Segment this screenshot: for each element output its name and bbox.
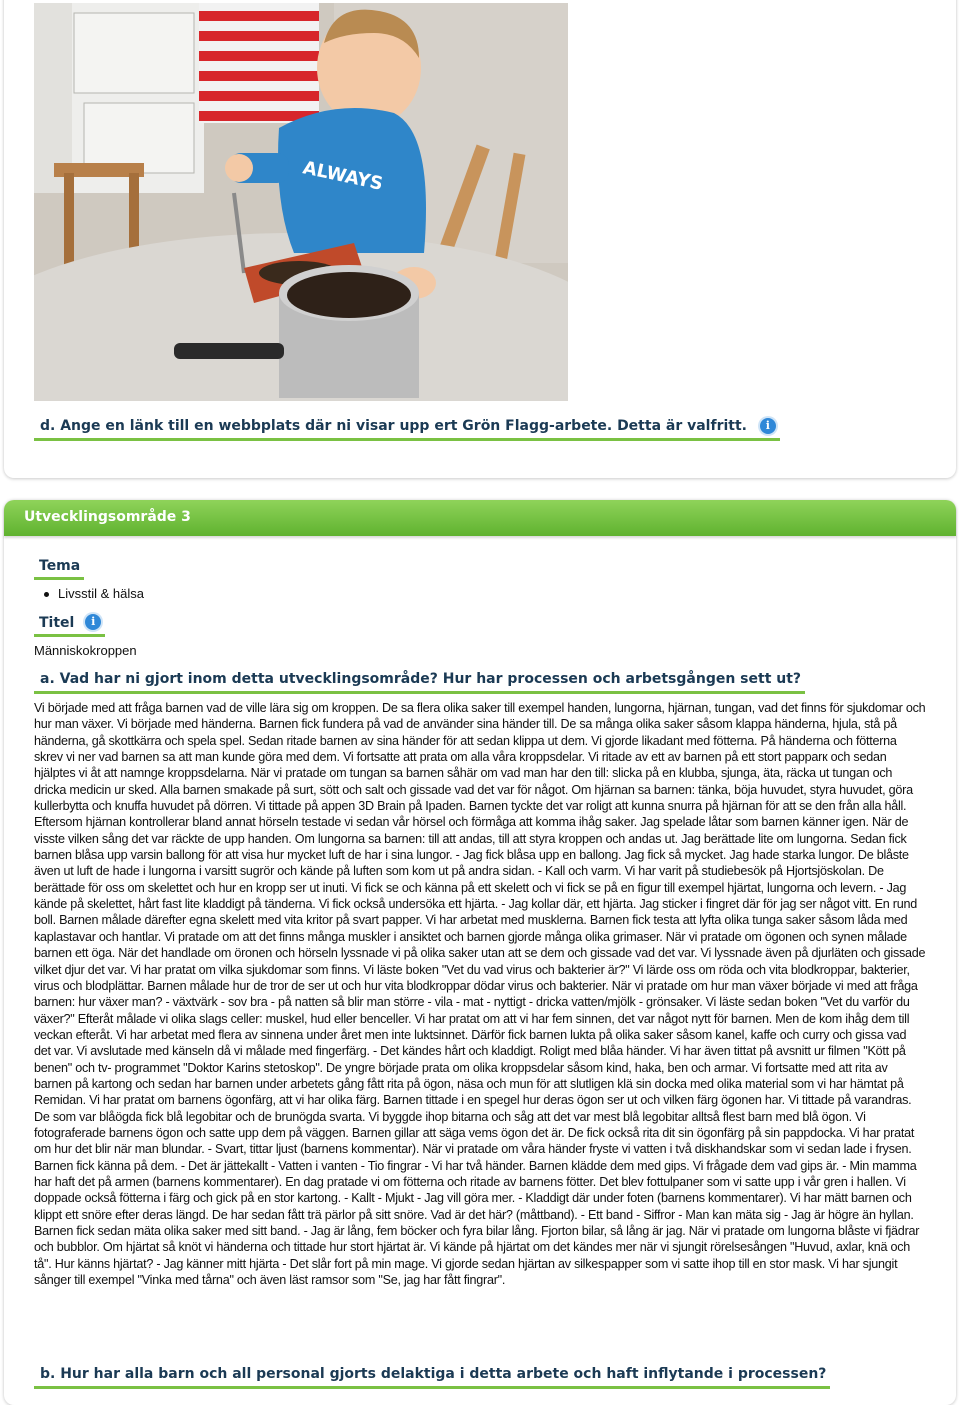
child-with-soil-photo: [34, 3, 568, 401]
titel-value: Människokroppen: [34, 643, 137, 658]
question-b: b. Hur har alla barn och all personal gjorts delaktiga i detta arbete och haft inflytande i processen?: [34, 1366, 830, 1389]
question-d-text: d. Ange en länk till en webbplats där ni visar upp ert Grön Flagg-arbete. Detta är valfritt.: [40, 418, 747, 434]
svg-text:ALWAYS: ALWAYS: [300, 157, 385, 195]
tema-heading: Tema: [34, 558, 84, 580]
titel-heading-text: Titel: [39, 615, 75, 631]
titel-heading: [34, 615, 105, 637]
tema-item: Livsstil & hälsa: [44, 586, 144, 601]
answer-a-text: Vi började med att fråga barnen vad de ville lära sig om kroppen. De sa flera olika saker till exempel handen, lungorna, hjärnan, tungan, vad det finns för sjukdomar och hur man växer. Vi började med händerna. Barnen fick fundera på vad de använder sina händer till. De sa många olika saker såsom klappa händerna, hjula, stå på händerna, gå skottkärra och spela spel. Sedan ritade barnen av sina händer för att sedan klippa ut dem. Vi gjorde likadant med fötterna. På händerna och fötterna skrev vi ner vad barnen sa att man kunde göra med dem. Vi fortsatte att prata om alla våra kroppsdelar. Vi ritade av ett av barnen på ett stort papparк och sedan hjälptes vi åt att namnge kroppsdelarna. När vi pratade om tungan sa barnen såhär om vad man har den till: slicka på en klubba, sjunga, äta, räcka ut tungan och dricka medicin ur sked. Alla barnen smakade på surt, sött och salt och gissade vad det var för något. Om hjärnan sa barnen: tänka, böja huvudet, styra huvudet, göra kullerbytta och knuffa huvudet på dörren. Vi tittade på appen 3D Brain på Ipaden. Barnen tyckte det var roligt att kunna snurra på hjärnan för att se den från alla håll. Eftersom hjärnan kontrollerar bland annat hörseln testade vi sedan vår hörsel och förmåga att komma ihåg saker. Jag spelade låtar som barnen känner igen. När de visste vilken sång det var räckte de upp handen. Om lungorna sa barnen: till att andas, till att styra kroppen och andas ut. Jag berättade lite om lungorna. Sedan fick barnen blåsa upp varsin ballong för att visa hur mycket luft de har i sina lungor. - Jag fick blåsa upp en ballong. Jag fick så mycket. Jag hade starka lungor. De blåste även ut luft de hade i lungorna i varsitt sugrör och kände på luften som kom ut på andra sidan. - Kall och varm. Vi har varit på studiebesök på Hjortsjöskolan. De berättade för oss om skelettet och hur en kropp ser ut inuti. Vi fick se och känna på ett skelett och vi fick se på en figur till exempel hjärtat, lungorna och levern. - Jag kände på skelettet, hårt fast lite kladdigt på tänderna. Vi fick också undersöka ett hjärta. - Jag kollar där, ett hjärta. Jag sticker i fingret där för jag ser något vitt. En rund boll. Barnen målade därefter egna skelett med vita kritor på svart papper. Vi har arbetat med musklerna. Barnen fick testa att lyfta olika tunga saker såsom låda med kaplastavar och hantlar. Vi pratade om att det finns många muskler i ansiktet och barnen gjorde många olika grimaser. När vi pratade om ögonen och synen målade barnen ett öga. När det handlade om öronen och hörseln lyssnade vi på olika saker utan att se dem och gissade vad det var. Vi lyssnade även på djurläten och gissade vilket djur det var. Vi har pratat om vilka sjukdomar som finns. Vi läste boken "Vet du vad virus och bakterier är?" Vi lärde oss om röda och vita blodkroppar, bakterier, virus och blodplättar. Barnen målade hur de tror de ser ut och hur vita blodkroppar dödar virus och bakterier. När vi pratade om hur man växer började vi med att fråga barnen: hur växer man? - växtvärk - sov bra - på natten så blir man större - vila - mat - nyttigt - dricka vatten/mjölk - grönsaker. Vi läste sedan boken "Vet du varför du växer?" Efteråt målade vi olika slags celler: muskel, hud eller benceller. Vi har pratat om att vi har fem sinnen, det var något nytt för barnen. Men de kom ihåg dem till veckan efteråt. Vi har arbetat med flera av sinnena under året men inte luktsinnet. Därför fick barnen lukta på olika saker såsom kanel, kaffe och curry och gissa vad det var. Vi avslutade med känseln då vi målade med fingerfärg. - Det kändes hårt och kladdigt. Roligt med blåa händer. Vi har även tittat på avsnitt ur filmen "Kött på benen" och tv- programmet "Doktor Karins stetoskop". De yngre började prata om olika kroppsdelar såsom kind, haka, ben och armar. Vi fortsatte med att rita av barnen på kartong och sedan har barnen under arbetets gång fått rita på ögon, näsa och mun för att slutligen klä sin docka med olika material som vi har hämtat på Remidan. Vi har pratat om barnens ögonfärg, att vi har olika färg. Barnen tittade i en spegel hur deras ögon ser ut och vilken färg ögonen har. Vi tittade på varandras. De som var blåögda fick blå legobitar och de brunögda svarta. Vi byggde ihop bitarna och såg att det var mest blå legobitar alltså flest barn med blå ögon. Vi fotograferade barnens ögon och satte upp dem på väggen. Barnen gillar att säga vems ögon det är. De fick också rita dit sin ögonfärg på sin pappdocka. Vi har pratat om hur det blir när man blundar. - Svart, tittar ljust (barnens kommentar). När vi pratade om våra händer fryste vi vatten i två diskhandskar som vi sedan lade i frysen. Barnen fick känna på dem. - Det är jättekallt - Vatten i vanten - Tio fingrar - Vi har två händer. Barnen klädde dem med gips. Vi frågade dem vad gips är. - Min mamma har haft det på armen (barnens kommentarer). En dag pratade vi om fötterna och ritade av barnens fötter. Det blev fottulpaner som vi satte upp i vår gren i hallen. Vi doppade också fötterna i färg och gick på en stor kartong. - Kallt - Mjukt - Jag vill göra mer. - Kladdigt där under foten (barnens kommentarer). Vi har mätt barnen och klippt ett snöre efter deras längd. De har sedan fått trä pärlor på sitt snöre. Vad är det här? (måttband). - Ett band - Siffror - Man kan mäta sig - Jag är högre än hyllan. Barnen fick sedan mäta olika saker med sitt band. - Jag är lång, fem böcker och fyra bilar lång. Fjorton bilar, så lång är jag. När vi pratade om lungorna blåste vi fjädrar och bubblor. Om hjärtat så knöt vi händerna och tittade hur stort hjärtat är. Vi kände på hjärtat om det kändes mer när vi sjungit rörelsesången "Huvud, axlar, knä och tå". Hur känns hjärtat? - Jag känner mitt hjärta - Det slår fort på min mage. Vi gjorde sedan hjärtan av silkespapper som vi satte ihop till en stor mask. Vi har sjungit sånger till exempel "Vinka med tårna" och även läst ramsor som "Se, jag har fått fingrar".: [34, 701, 926, 1288]
section-header-title: Utvecklingsområde 3: [24, 509, 191, 525]
info-icon[interactable]: i: [85, 614, 101, 630]
question-a: a. Vad har ni gjort inom detta utvecklingsområde? Hur har processen och arbetsgången sett ut?: [34, 671, 805, 694]
question-d: [34, 418, 780, 441]
section-header[interactable]: [4, 500, 956, 536]
info-icon[interactable]: i: [760, 418, 776, 434]
